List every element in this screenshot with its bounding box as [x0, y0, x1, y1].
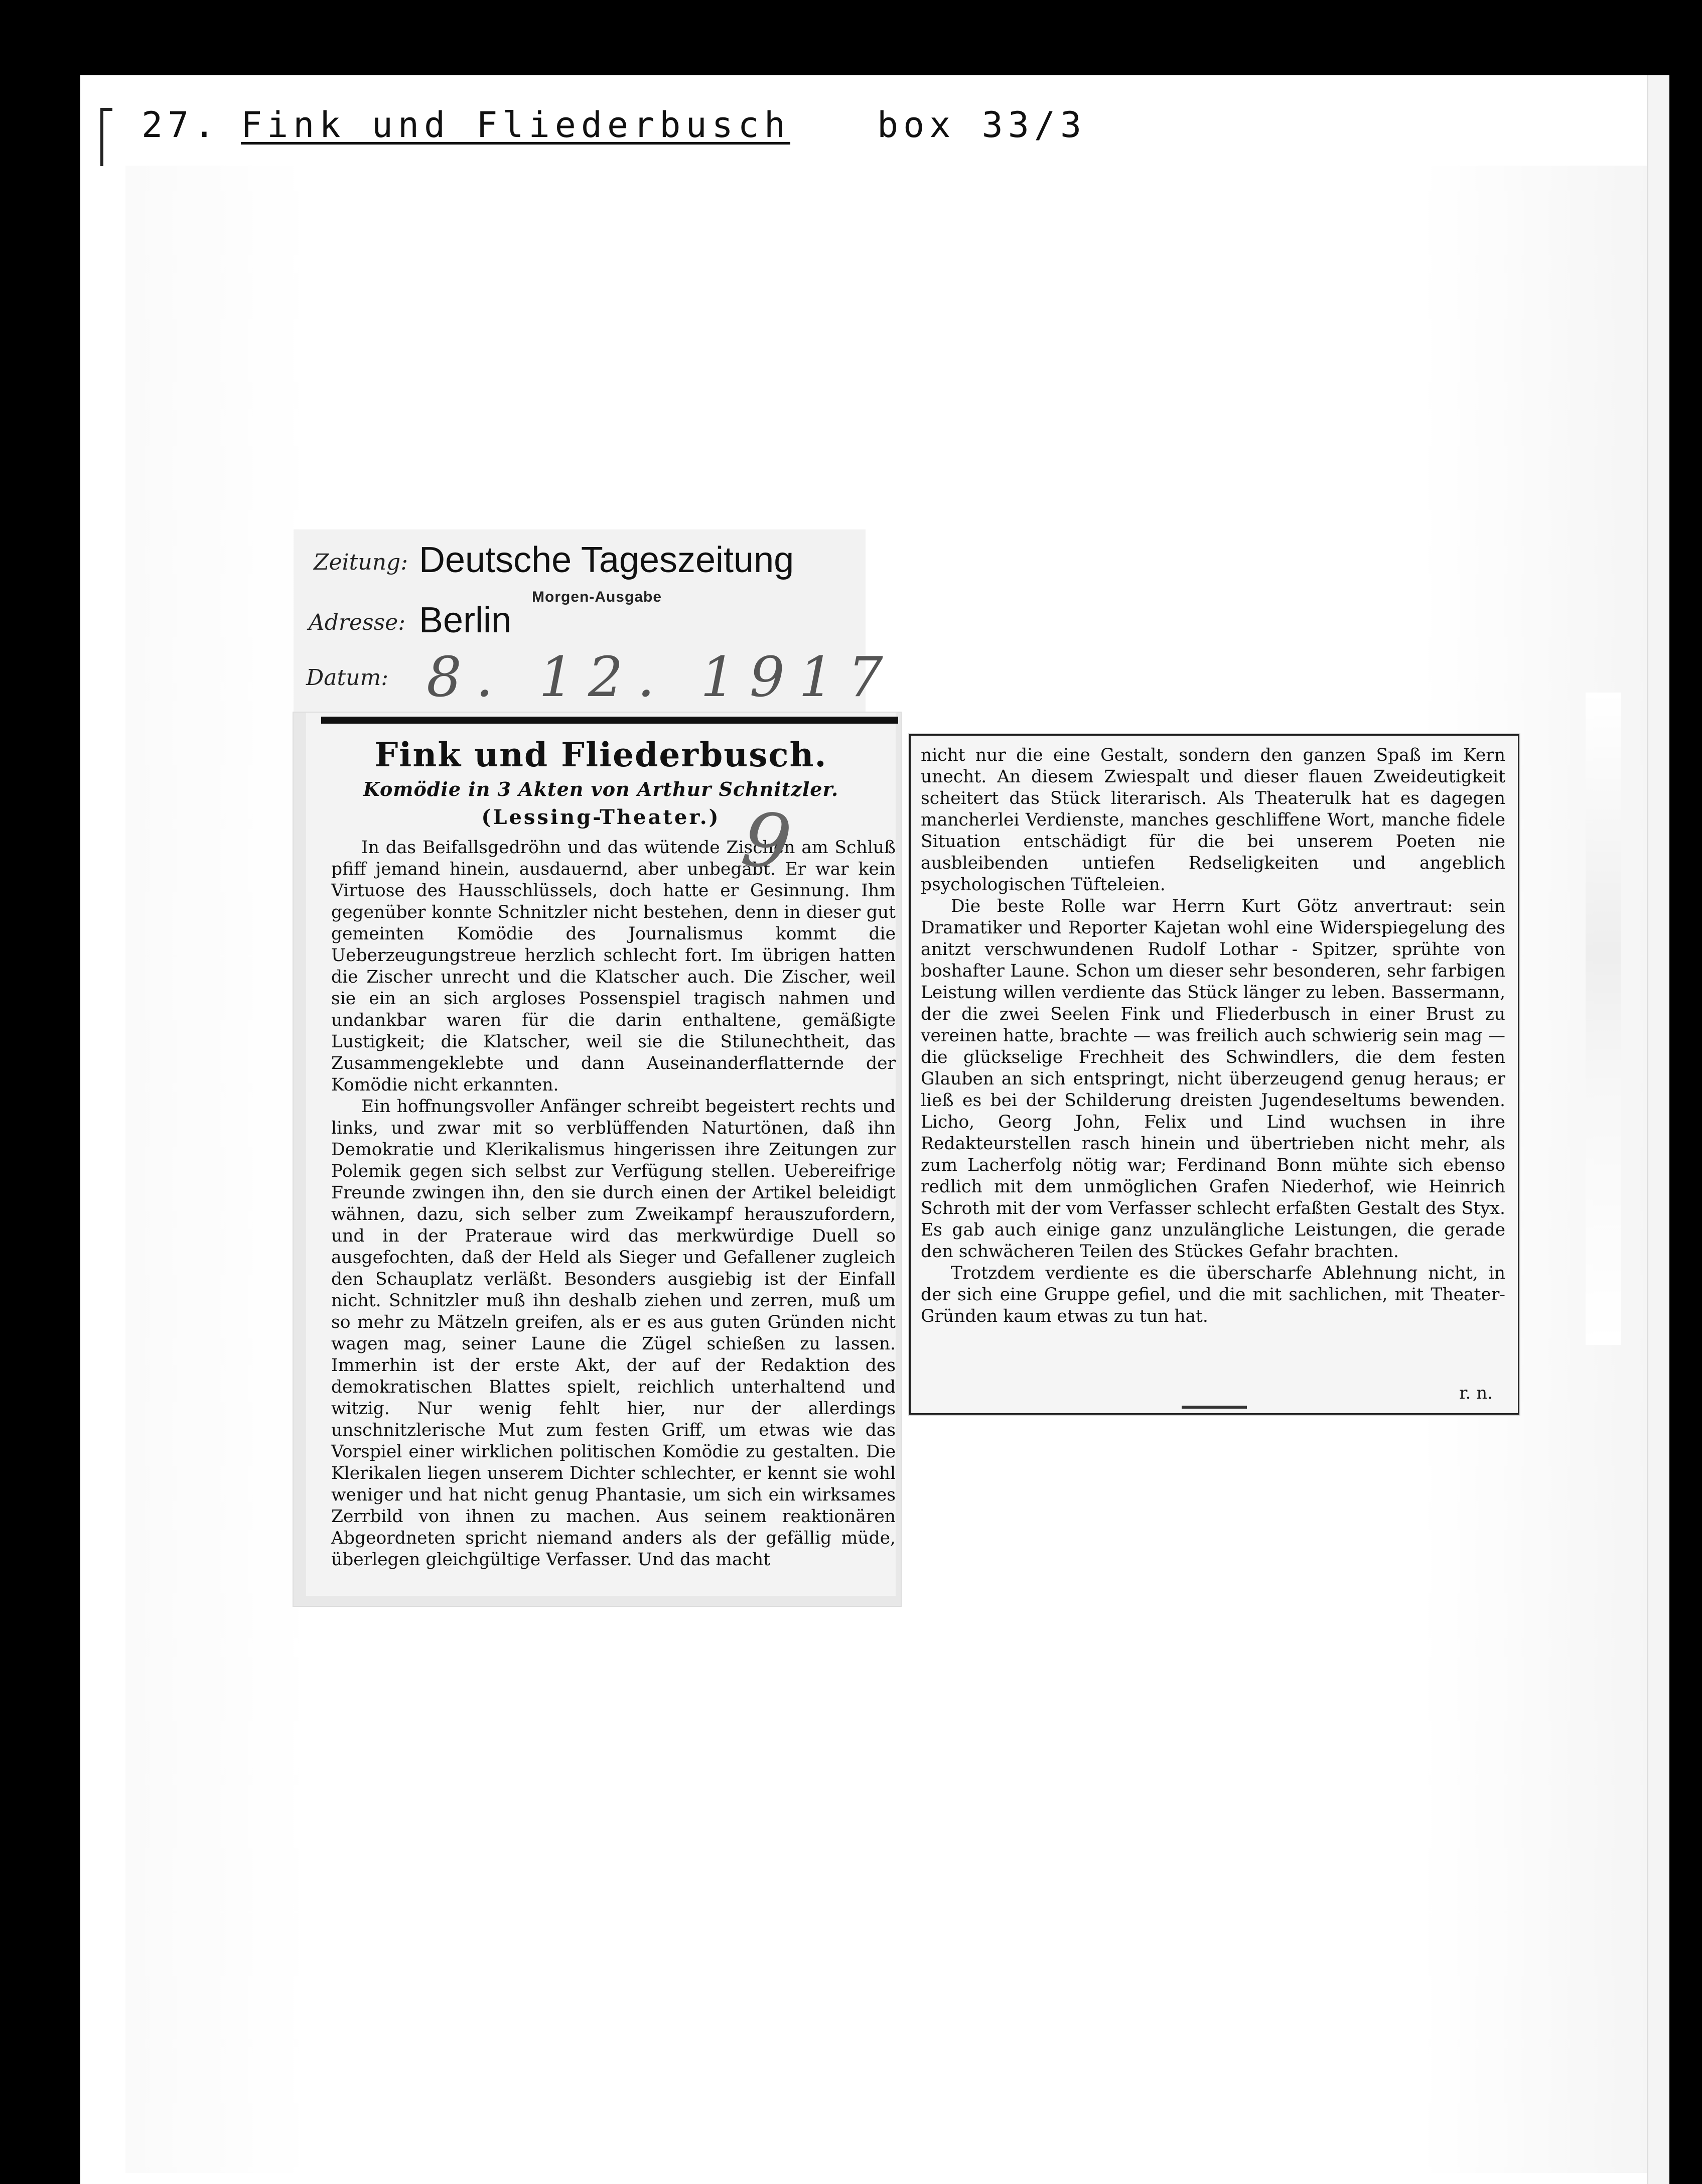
article-right-text	[921, 745, 1505, 1327]
zeitung-label: Zeitung:	[314, 550, 408, 575]
scan-artifact	[1586, 693, 1621, 1345]
datum-label: Datum:	[306, 665, 389, 691]
edition-label: Morgen-Ausgabe	[532, 589, 662, 605]
article-left-text	[331, 837, 896, 1571]
paragraph: In das Beifallsgedröhn und das wütende Zischen am Schluß pfiff jemand hinein, ausdauernd, aber unbegabt. Er war kein Virtuose des Hausschlüssels, doch hatte er Gesinnung. Ihm gegenüber konnte Schnitzler nicht bestehen, denn in dieser gut gemeinten Komödie des Journalismus kommt die Ueberzeugungstreue herzlich schlecht fort. Im übrigen hatten die Zischer unrecht und die Klatscher auch. Die Zischer, weil sie ein an sich argloses Possenspiel tragisch nahmen und undankbar waren für die darin enthaltene, gemäßigte Lustigkeit; die Klatscher, weil sie die Stilunechtheit, das Zusammengeklebte und dann Auseinanderflatternde der Komödie nicht erkannten.	[331, 838, 896, 1095]
zeitung-value: Deutsche Tageszeitung	[419, 540, 794, 580]
paragraph: Trotzdem verdiente es die überscharfe Ablehnung nicht, in der sich eine Gruppe gefiel, und die mit sachlichen, mit Theater-Gründen kaum etwas zu tun hat.	[921, 1263, 1505, 1326]
page-edge	[1647, 75, 1669, 2184]
top-rule	[321, 717, 898, 724]
end-rule	[1182, 1406, 1247, 1409]
newspaper-stamp	[294, 529, 897, 715]
pencil-mark: 9	[737, 795, 797, 888]
paragraph: nicht nur die eine Gestalt, sondern den ganzen Spaß im Kern unecht. An diesem Zwiespalt und dieser flauen Zweideutigkeit scheitert das Stück literarisch. Als Theaterulk hat es dagegen mancherlei Verdienste, manches geschliffene Wort, manche fidele Situation entschädigt für die bei unserem Poeten nie ausbleibenden untiefen Redseligkeiten und angeblich psychologischen Tüfteleien.	[921, 745, 1505, 895]
adresse-value: Berlin	[419, 600, 512, 640]
article-headline: Fink und Fliederbusch.	[374, 735, 827, 774]
corner-bracket-icon	[100, 108, 112, 166]
header-box-label: box 33/3	[877, 104, 1087, 146]
clipping-left-paper	[306, 713, 896, 1596]
paragraph: Ein hoffnungsvoller Anfänger schreibt begeistert rechts und links, und zwar mit so verblüffenden Naturtönen, daß ihn Demokratie und Klerikalismus hingerissen ihre Zeitungen zur Polemik gegen sich selbst zur Verfügung stellen. Uebereifrige Freunde zwingen ihn, den sie durch einen der Artikel beleidigt wähnen, dazu, sich selber zum Zweikampf herauszufordern, und in der Prateraue wird das merkwürdige Duell so ausgefochten, daß der Held als Sieger und Gefallener zugleich den Schauplatz verläßt. Besonders ausgiebig ist der Einfall nicht. Schnitzler muß ihn deshalb ziehen und zerren, muß um so mehr zu Mätzeln greifen, als er es aus guten Gründen nicht wagen mag, seiner Laune die Zügel schießen zu lassen. Immerhin ist der erste Akt, der auf der Redaktion des demokratischen Blattes spielt, reichlich unterhaltend und witzig. Nur wenig fehlt hier, nur der allerdings unschnitzlerische Mut zum festen Griff, um etwas wie das Vorspiel einer wirklichen politischen Komödie zu gestalten. Die Klerikalen liegen unserem Dichter schlechter, er kennt sie wohl weniger und hat nicht genug Phantasie, um sich ein wirksames Zerrbild von ihnen zu machen. Aus seinem reaktionären Abgeordneten spricht niemand anders als der gefällig müde, überlegen gleichgültige Verfasser. Und das macht	[331, 1097, 896, 1570]
header-number: 27.	[141, 104, 220, 146]
datum-value: 8. 12. 1917	[427, 645, 897, 709]
adresse-label: Adresse:	[309, 610, 406, 635]
article-signature: r. n.	[1459, 1383, 1493, 1403]
article-subtitle: Komödie in 3 Akten von Arthur Schnitzler.	[363, 778, 839, 800]
paragraph: Die beste Rolle war Herrn Kurt Götz anvertraut: sein Dramatiker und Reporter Kajetan wohl eine Widerspiegelung des anitzt verschwundenen Rudolf Lothar - Spitzer, sprühte von boshafter Laune. Schon um dieser sehr besonderen, sehr farbigen Leistung willen verdiente das Stück länger zu leben. Bassermann, der die zwei Seelen Fink und Fliederbusch in einer Brust zu vereinen hatte, brachte — was freilich auch schwierig sein mag — die glückselige Frechheit des Schwindlers, die dem festen Glauben an sich entspringt, nicht überzeugend genug heraus; er ließ es bei der Schilderung dreisten Jugendeseltums bewenden. Licho, Georg John, Felix und Lind wuchsen in ihre Redakteurstellen rasch hinein und übertrieben nicht mehr, als zum Lacherfolg nötig war; Ferdinand Bonn mühte sich ebenso redlich mit dem unmöglichen Grafen Niederhof, wie Heinrich Schroth mit der vom Verfasser schlecht erfaßten Gestalt des Styx. Es gab auch einige ganz unzulängliche Leistungen, die gerade den schwächeren Teilen des Stückes Gefahr brachten.	[921, 896, 1505, 1262]
clipping-left-column	[294, 713, 901, 1606]
article-venue: (Lessing-Theater.)	[481, 805, 721, 829]
clipping-right-column	[909, 734, 1519, 1415]
header-title: Fink und Fliederbusch	[241, 104, 791, 146]
